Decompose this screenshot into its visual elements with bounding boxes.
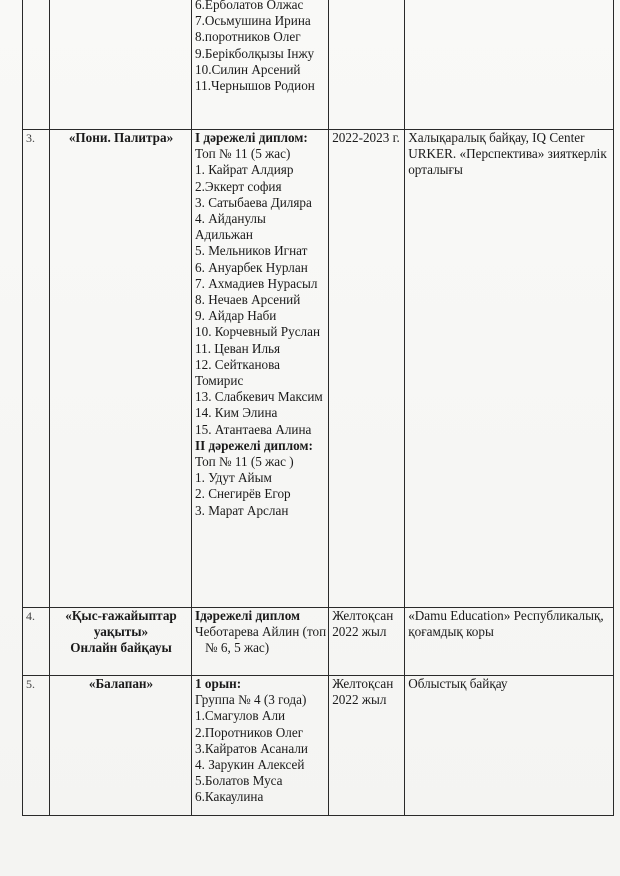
- competition-subtitle: Онлайн байқауы: [70, 640, 172, 656]
- list-item: 7. Ахмадиев Нурасыл: [195, 275, 318, 291]
- list-item: 14. Ким Элина: [195, 405, 278, 421]
- list-item: 10. Корчевный Руслан: [195, 324, 321, 340]
- awards-table: [22, 0, 614, 816]
- organizer-cell: Халықаралық байқау, IQ Center URKER. «Перспектива» зияткерлік орталығы: [405, 130, 614, 608]
- list-item: 8.поротников Олег: [195, 29, 301, 45]
- competition-name: [50, 0, 192, 130]
- competition-name: «Балапан»: [50, 676, 192, 816]
- list-item: 15. Атантаева Алина: [195, 421, 312, 437]
- year-cell: Желтоқсан 2022 жыл: [329, 676, 405, 816]
- list-item: Чеботарева Айлин (топ: [195, 624, 327, 640]
- diploma-heading: І дәрежелі диплом:: [195, 130, 308, 145]
- list-item: 10.Силин Арсений: [195, 61, 301, 77]
- list-item: 4. Зарукин Алексей: [195, 757, 305, 773]
- organizer-cell: «Damu Education» Республикалық, қоғамдық коры: [405, 608, 614, 676]
- year-cell: [329, 0, 405, 130]
- organizer-cell: [405, 0, 614, 130]
- table-row: [23, 676, 614, 816]
- competition-name: «Пони. Палитра»: [50, 130, 192, 608]
- row-number: 5.: [23, 676, 50, 816]
- list-item: 1.Смагулов Али: [195, 708, 286, 724]
- diploma-heading: ІІ дәрежелі диплом:: [195, 437, 313, 453]
- participants-cell: [192, 608, 329, 676]
- row-number: [23, 0, 50, 130]
- list-item: 1. Кайрат Алдияр: [195, 162, 294, 178]
- participants-cell: [192, 676, 329, 816]
- list-item: 5. Мельников Игнат: [195, 243, 308, 259]
- list-item: 2. Снегирёв Егор: [195, 486, 291, 502]
- list-item: 13. Слабкевич Максим: [195, 389, 323, 405]
- list-item: 6. Ануарбек Нурлан: [195, 259, 308, 275]
- place-heading: 1 орын:: [195, 676, 242, 691]
- competition-title: «Қыс-ғажайыптар уақыты»: [65, 608, 177, 640]
- organizer-cell: Облыстық байқау: [405, 676, 614, 816]
- list-item: 7.Осьмушина Ирина: [195, 13, 311, 29]
- list-item: 4. Айданулы Адильжан: [195, 211, 266, 243]
- list-item: 6.Ерболатов Олжас: [195, 0, 304, 12]
- list-item: № 6, 5 жас): [205, 640, 270, 656]
- diploma-heading: Ідәрежелі диплом: [195, 608, 301, 623]
- participants-cell: [192, 0, 329, 130]
- row-number: 3.: [23, 130, 50, 608]
- list-item: 9.Берікболқызы Інжу: [195, 45, 315, 61]
- list-item: 3. Сатыбаева Диляра: [195, 194, 312, 210]
- group-label: Топ № 11 (5 жас ): [195, 454, 294, 470]
- list-item: 3.Кайратов Асанали: [195, 740, 308, 756]
- table-row: [23, 130, 614, 608]
- group-label: Группа № 4 (3 года): [195, 692, 307, 708]
- year-cell: 2022-2023 г.: [329, 130, 405, 608]
- list-item: 3. Марат Арслан: [195, 502, 289, 518]
- participants-cell: [192, 130, 329, 608]
- list-item: 2.Поротников Олег: [195, 724, 304, 740]
- group-label: Топ № 11 (5 жас): [195, 146, 291, 162]
- list-item: 11.Чернышов Родион: [195, 78, 315, 94]
- list-item: 9. Айдар Наби: [195, 308, 277, 324]
- competition-name: [50, 608, 192, 676]
- table-row: [23, 608, 614, 676]
- list-item: 1. Удут Айым: [195, 470, 272, 486]
- list-item: 6.Какаулина: [195, 789, 264, 805]
- list-item: 8. Нечаев Арсений: [195, 292, 301, 308]
- list-item: 5.Болатов Муса: [195, 773, 283, 789]
- list-item: 12. Сейтканова Томирис: [195, 356, 281, 389]
- table-row: [23, 0, 614, 130]
- year-cell: Желтоқсан 2022 жыл: [329, 608, 405, 676]
- row-number: 4.: [23, 608, 50, 676]
- list-item: 11. Цеван Илья: [195, 340, 281, 356]
- list-item: 2.Эккерт софия: [195, 178, 282, 194]
